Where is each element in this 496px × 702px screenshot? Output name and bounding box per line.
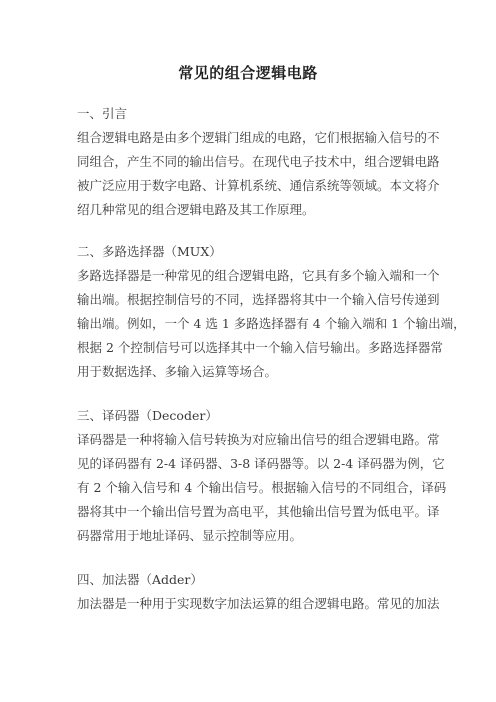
paragraph-line: 输出端。根据控制信号的不同，选择器将其中一个输入信号传递到 [77, 292, 440, 307]
section-multiplexer [77, 240, 466, 384]
section-paragraph [77, 428, 447, 548]
paragraph-line: 见的译码器有 2-4 译码器、3-8 译码器等。以 2-4 译码器为例，它 [77, 456, 445, 471]
paragraph-line: 绍几种常见的组合逻辑电路及其工作原理。 [77, 202, 315, 217]
section-decoder [77, 404, 447, 548]
section-paragraph [77, 264, 466, 384]
section-paragraph [77, 592, 440, 616]
section-heading: 四、加法器（Adder） [77, 572, 203, 587]
section-introduction [77, 102, 440, 222]
paragraph-line: 码器常用于地址译码、显示控制等应用。 [77, 528, 303, 543]
paragraph-line: 多路选择器是一种常见的组合逻辑电路，它具有多个输入端和一个 [77, 268, 440, 283]
paragraph-line: 组合逻辑电路是由多个逻辑门组成的电路，它们根据输入信号的不 [77, 130, 440, 145]
section-heading: 一、引言 [77, 106, 128, 121]
section-heading: 二、多路选择器（MUX） [77, 244, 222, 259]
paragraph-line: 用于数据选择、多输入运算等场合。 [77, 364, 278, 379]
paragraph-line: 有 2 个输入信号和 4 个输出信号。根据输入信号的不同组合，译码 [77, 480, 447, 495]
section-adder [77, 568, 440, 616]
paragraph-line: 同组合，产生不同的输出信号。在现代电子技术中，组合逻辑电路 [77, 154, 440, 169]
section-paragraph [77, 126, 440, 222]
paragraph-line: 加法器是一种用于实现数字加法运算的组合逻辑电路。常见的加法 [77, 596, 440, 611]
document-title: 常见的组合逻辑电路 [178, 64, 318, 82]
paragraph-line: 被广泛应用于数字电路、计算机系统、通信系统等领域。本文将介 [77, 178, 440, 193]
paragraph-line: 器将其中一个输出信号置为高电平，其他输出信号置为低电平。译 [77, 504, 440, 519]
paragraph-line: 译码器是一种将输入信号转换为对应输出信号的组合逻辑电路。常 [77, 432, 440, 447]
section-heading: 三、译码器（Decoder） [77, 408, 218, 423]
paragraph-line: 根据 2 个控制信号可以选择其中一个输入信号输出。多路选择器常 [77, 340, 443, 355]
paragraph-line: 输出端。例如，一个 4 选 1 多路选择器有 4 个输入端和 1 个输出端， [77, 316, 466, 331]
